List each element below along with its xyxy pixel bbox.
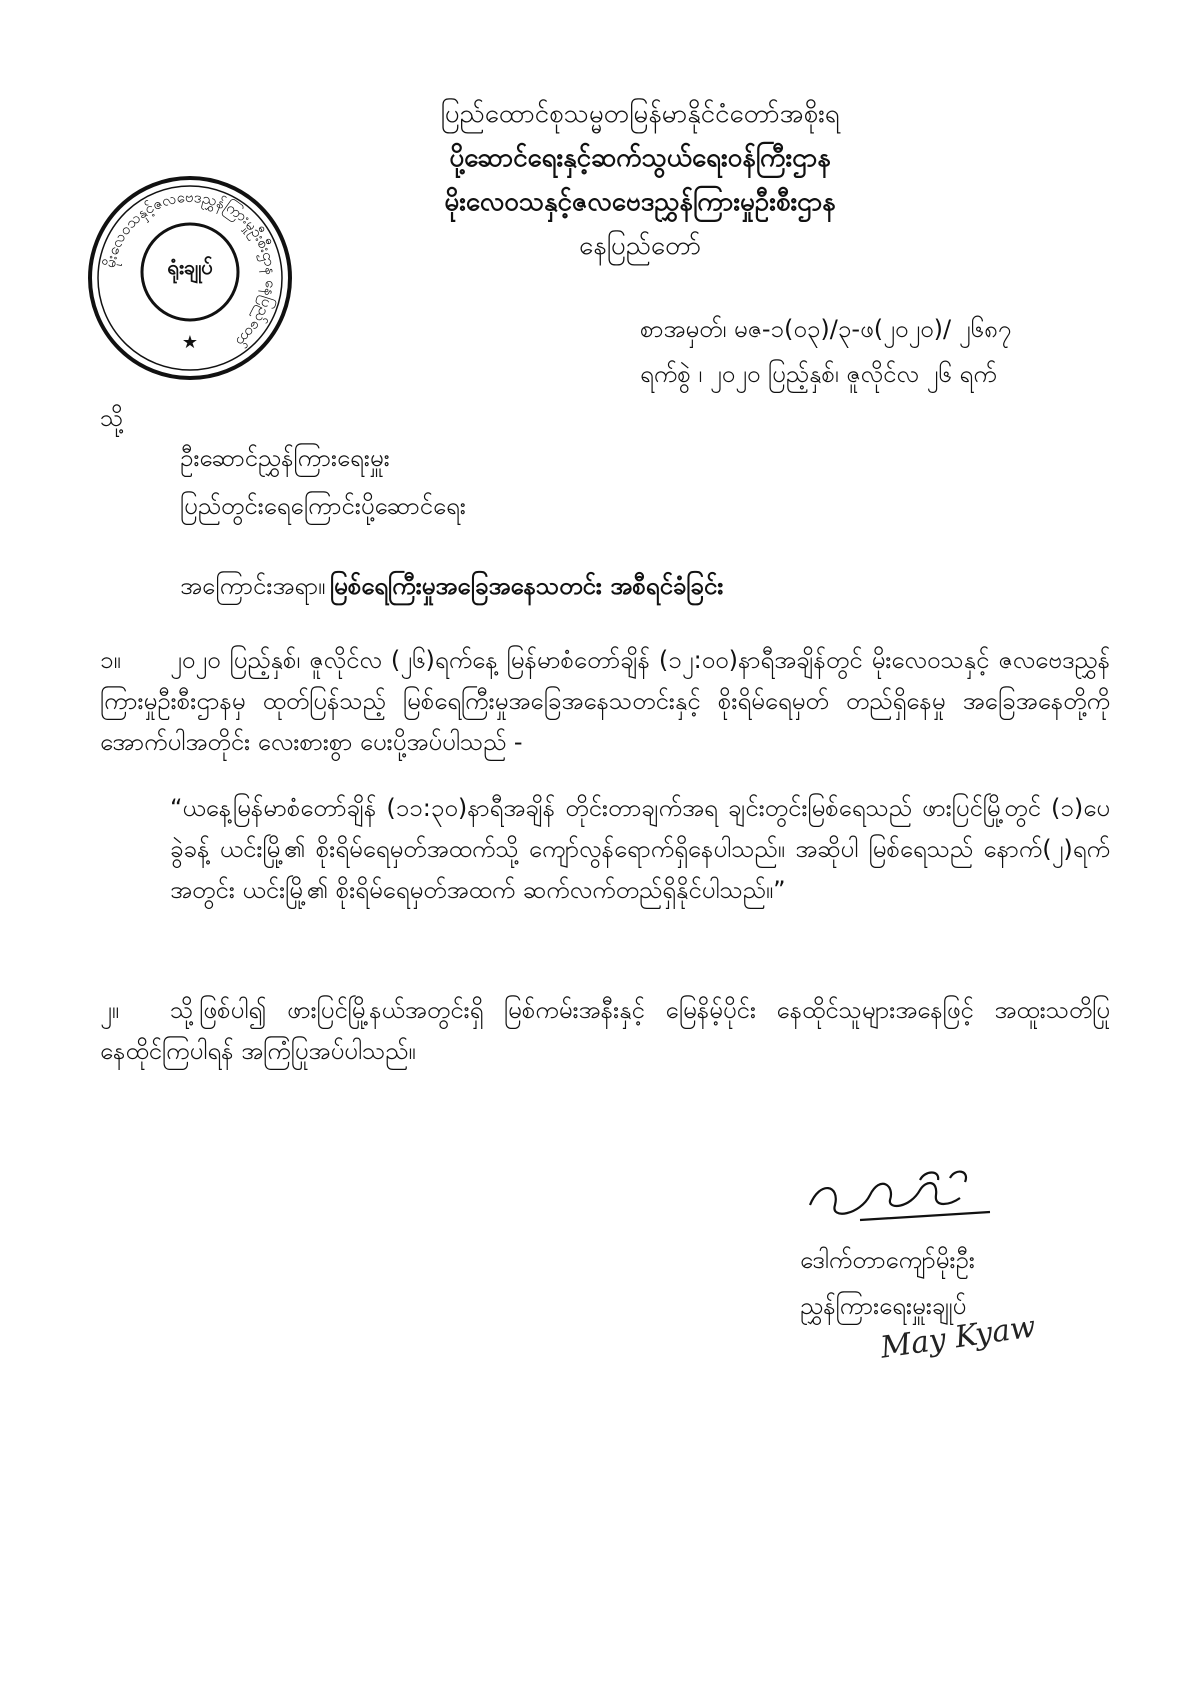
letter-date: ရက်စွဲ ၊ ၂၀၂၀ ပြည့်နှစ်၊ ဇူလိုင်လ ၂၆ ရက်	[640, 360, 997, 388]
header-department: မိုးလေဝသနှင့်ဇလဗေဒညွှန်ကြားမှုဦးစီးဌာန	[444, 187, 836, 217]
star-icon: ★	[181, 332, 199, 353]
header-city: နေပြည်တော်	[578, 231, 702, 261]
signatory-name: ဒေါက်တာကျော်မိုးဦး	[800, 1246, 975, 1274]
handwritten-signature: May Kyaw	[878, 1309, 1038, 1366]
recipient-title: ဦးဆောင်ညွှန်ကြားရေးမှူး	[180, 444, 390, 472]
quoted-forecast: “ယနေ့မြန်မာစံတော်ချိန် (၁၁:၃၀)နာရီအချိန် တိုင်းတာချက်အရ ချင်းတွင်းမြစ်ရေသည် ဖားပြင်မြို့တွင် (၁)ပေခွဲခန့် ယင်းမြို့၏ စိုးရိမ်ရေမှတ်အထက်သို့ ကျော်လွန်ရောက်ရှိနေပါသည်။ အဆိုပါ မြစ်ရေသည် နောက်(၂)ရက်အတွင်း ယင်းမြို့၏ စိုးရိမ်ရေမှတ်အထက် ဆက်လက်တည်ရှိနိုင်ပါသည်။”	[170, 794, 1110, 904]
reference-number: စာအမှတ်၊ မဇ-၁(၀၃)/၃-ဖ(၂၀၂၀)/ ၂၆၈၇	[640, 315, 1012, 343]
header-ministry: ပို့ဆောင်ရေးနှင့်ဆက်သွယ်ရေးဝန်ကြီးဌာန	[449, 143, 831, 173]
paragraph-1	[100, 640, 1110, 763]
seal-ring-text: မိုးလေဝသနှင့်ဇလဗေဒညွှန်ကြားမှုဦးစီးဌာန နေပြည်တော်	[100, 187, 281, 351]
recipient-office: ပြည်တွင်းရေကြောင်းပို့ဆောင်ရေး	[180, 492, 466, 520]
paragraph-2-text: သို့ဖြစ်ပါ၍ ဖားပြင်မြို့နယ်အတွင်းရှိ မြစ်ကမ်းအနီးနှင့် မြေနိမ့်ပိုင်း နေထိုင်သူများအနေဖြင့် အထူးသတိပြု နေထိုင်ကြပါရန် အကြံပြုအပ်ပါသည်။	[100, 996, 1110, 1065]
seal-center-text: ရုံးချုပ်	[167, 255, 213, 279]
paragraph-2-number: ၂။	[100, 996, 120, 1024]
paragraph-1-number: ၁။	[100, 646, 121, 674]
paragraph-1-text: ၂၀၂၀ ပြည့်နှစ်၊ ဇူလိုင်လ (၂၆)ရက်နေ့ မြန်မာစံတော်ချိန် (၁၂:၀၀)နာရီအချိန်တွင် မိုးလေဝသနှင့် ဇလဗေဒညွှန်ကြားမှုဦးစီးဌာနမှ ထုတ်ပြန်သည့် မြစ်ရေကြီးမှုအခြေအနေသတင်းနှင့် စိုးရိမ်ရေမှတ် တည်ရှိနေမှု အခြေအနေတို့ကို အောက်ပါအတိုင်း လေးစားစွာ ပေးပို့အပ်ပါသည် -	[100, 646, 1110, 756]
to-label: သို့	[100, 404, 124, 432]
subject-label: အကြောင်းအရာ။	[180, 572, 326, 600]
header-government: ပြည်ထောင်စုသမ္မတမြန်မာနိုင်ငံတော်အစိုးရ	[440, 99, 840, 129]
subject-text: မြစ်ရေကြီးမှုအခြေအနေသတင်း အစီရင်ခံခြင်း	[330, 572, 724, 600]
paragraph-2	[100, 990, 1110, 1072]
signature-scribble	[800, 1160, 1000, 1230]
signatory-title: ညွှန်ကြားရေးမှူးချုပ်	[800, 1292, 967, 1320]
